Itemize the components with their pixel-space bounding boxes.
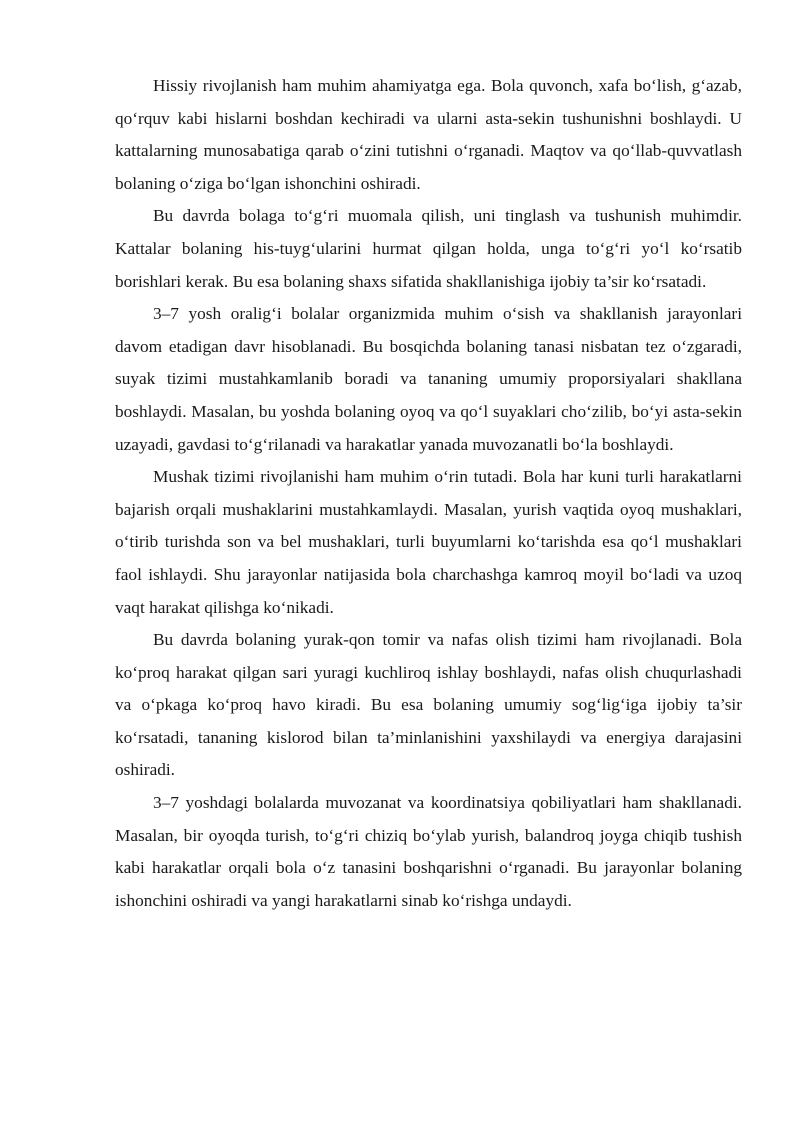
paragraph-emotional-development: Hissiy rivojlanish ham muhim ahamiyatga ega. Bola quvonch, xafa boʻlish, gʻazab, qoʻrquv kabi hislarni boshdan kechiradi va ularni asta-sekin tushunishni boshlaydi. U kattalarning munosabatiga qarab oʻzini tutishni oʻrganadi. Maqtov va qoʻllab-quvvatlash bolaning oʻziga boʻlgan ishonchini oshiradi. xyxy=(115,76,742,193)
document-page xyxy=(115,70,742,917)
paragraph-muscle-system: Mushak tizimi rivojlanishi ham muhim oʻrin tutadi. Bola har kuni turli harakatlarni bajarish orqali mushaklarini mustahkamlaydi. Masalan, yurish vaqtida oyoq mushaklari, oʻtirib turishda son va bel mushaklari, turli buyumlarni koʻtarishda esa qoʻl mushaklari faol ishlaydi. Shu jarayonlar natijasida bola charchashga kamroq moyil boʻladi va uzoq vaqt harakat qilishga koʻnikadi. xyxy=(115,467,742,617)
paragraph-balance-coordination: 3–7 yoshdagi bolalarda muvozanat va koordinatsiya qobiliyatlari ham shakllanadi. Masalan, bir oyoqda turish, toʻgʻri chiziq boʻylab yurish, balandroq joyga chiqib tushish kabi harakatlar orqali bola oʻz tanasini boshqarishni oʻrganadi. Bu jarayonlar bolaning ishonchini oshiradi va yangi harakatlarni sinab koʻrishga undaydi. xyxy=(115,793,742,910)
paragraph-cardio-respiratory: Bu davrda bolaning yurak-qon tomir va nafas olish tizimi ham rivojlanadi. Bola koʻproq harakat qilgan sari yuragi kuchliroq ishlay boshlaydi, nafas olish chuqurlashadi va oʻpkaga koʻproq havo kiradi. Bu esa bolaning umumiy sogʻligʻiga ijobiy ta’sir koʻrsatadi, tananing kislorod bilan ta’minlanishini yaxshilaydi va energiya darajasini oshiradi. xyxy=(115,630,742,780)
paragraph-adult-guidance: Bu davrda bolaga toʻgʻri muomala qilish, uni tinglash va tushunish muhimdir. Kattalar bolaning his-tuygʻularini hurmat qilgan holda, unga toʻgʻri yoʻl koʻrsatib borishlari kerak. Bu esa bolaning shaxs sifatida shakllanishiga ijobiy ta’sir koʻrsatadi. xyxy=(115,206,742,291)
paragraph-physical-growth: 3–7 yosh oraligʻi bolalar organizmida muhim oʻsish va shakllanish jarayonlari davom etadigan davr hisoblanadi. Bu bosqichda bolaning tanasi nisbatan tez oʻzgaradi, suyak tizimi mustahkamlanib boradi va tananing umumiy proporsiyalari shakllana boshlaydi. Masalan, bu yoshda bolaning oyoq va qoʻl suyaklari choʻzilib, boʻyi asta-sekin uzayadi, gavdasi toʻgʻrilanadi va harakatlar yanada muvozanatli boʻla boshlaydi. xyxy=(115,304,742,454)
